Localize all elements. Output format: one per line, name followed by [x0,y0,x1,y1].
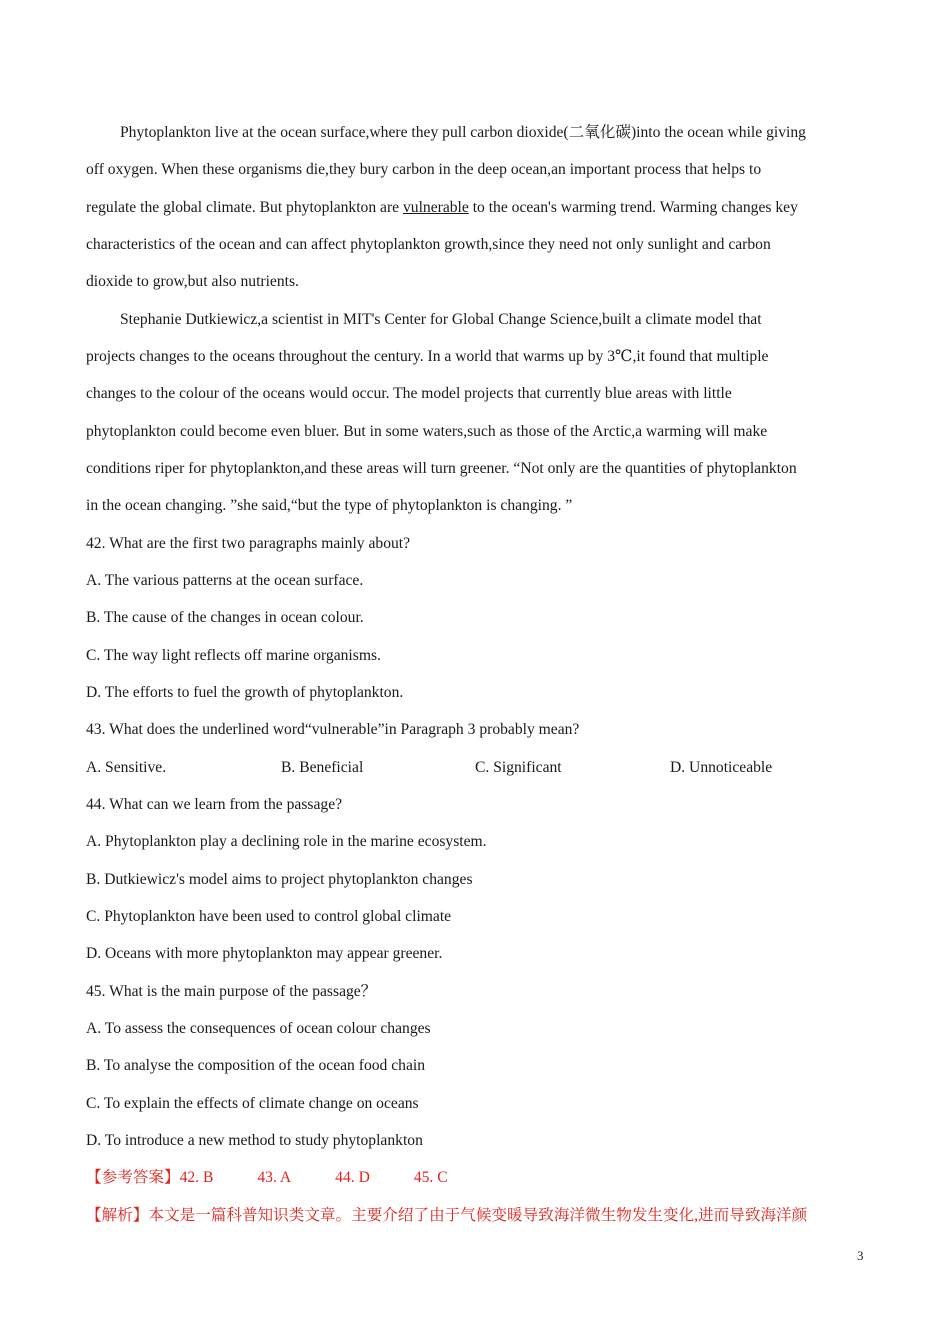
passage-p1-line-4: characteristics of the ocean and can affect phytoplankton growth,since they need not only sunlight and carbon [86,236,771,253]
passage-p2-line-2: projects changes to the oceans throughout the century. In a world that warms up by 3℃,it found that multiple [86,348,769,365]
answer-45: 45. C [413,1169,448,1186]
page-number: 3 [857,1248,864,1263]
question-45-option-d: D. To introduce a new method to study phytoplankton [86,1132,423,1149]
question-45-option-b: B. To analyse the composition of the ocean food chain [86,1057,425,1074]
question-44-option-b: B. Dutkiewicz's model aims to project phytoplankton changes [86,871,473,888]
passage-p2-line-6: in the ocean changing. ”she said,“but the type of phytoplankton is changing. ” [86,497,573,514]
answer-44: 44. D [335,1169,370,1186]
passage-p2-line-4: phytoplankton could become even bluer. But in some waters,such as those of the Arctic,a warming will make [86,423,768,440]
passage-p2-line-1: Stephanie Dutkiewicz,a scientist in MIT's Center for Global Change Science,built a climate model that [120,311,762,328]
question-43-option-c: C. Significant [475,759,562,776]
analysis-label: 【解析】 [86,1207,149,1224]
passage-p1-line-1: Phytoplankton live at the ocean surface,where they pull carbon dioxide(二氧化碳)into the ocean while giving [120,124,806,141]
passage-p1-line-5: dioxide to grow,but also nutrients. [86,273,299,290]
question-44-option-d: D. Oceans with more phytoplankton may appear greener. [86,945,443,962]
question-45-option-c: C. To explain the effects of climate change on oceans [86,1095,419,1112]
underlined-word: vulnerable [402,199,469,216]
answer-43 [257,1168,291,1188]
question-44-option-c: C. Phytoplankton have been used to control global climate [86,908,452,925]
question-43-option-d: D. Unnoticeable [670,759,773,776]
question-43-option-a: A. Sensitive. [86,759,167,776]
answer-key-label: 【参考答案】 [86,1169,180,1186]
question-43-option-b: B. Beneficial [281,759,364,776]
question-44-stem: 44. What can we learn from the passage? [86,796,343,813]
passage-p1-line-2: off oxygen. When these organisms die,they bury carbon in the deep ocean,an important process that helps to [86,161,762,178]
question-42-option-c: C. The way light reflects off marine organisms. [86,647,381,664]
question-42-stem: 42. What are the first two paragraphs mainly about? [86,535,411,552]
passage-p2-line-3: changes to the colour of the oceans would occur. The model projects that currently blue areas with little [86,385,732,402]
question-42-option-d: D. The efforts to fuel the growth of phytoplankton. [86,684,404,701]
answer-key [86,1168,876,1188]
question-43-stem: 43. What does the underlined word“vulnerable”in Paragraph 3 probably mean? [86,721,580,738]
analysis-text: 本文是一篇科普知识类文章。主要介绍了由于气候变暖导致海洋微生物发生变化,进而导致海洋颜 [148,1207,808,1224]
answer-43-text: 43. A [257,1169,292,1186]
question-45-option-a: A. To assess the consequences of ocean colour changes [86,1020,431,1037]
question-44-option-a: A. Phytoplankton play a declining role in the marine ecosystem. [86,833,487,850]
passage-p2-line-5: conditions riper for phytoplankton,and these areas will turn greener. “Not only are the quantities of phytoplankton [86,460,797,477]
question-45-stem: 45. What is the main purpose of the passage？ [86,983,377,1000]
analysis [86,1206,876,1226]
question-42-option-a: A. The various patterns at the ocean surface. [86,572,364,589]
answer-42: 42. B [179,1169,214,1186]
passage-text: regulate the global climate. But phytoplankton are [86,199,403,216]
passage-p1-line-3 [86,198,876,218]
question-42-option-b: B. The cause of the changes in ocean colour. [86,609,364,626]
passage-text: to the ocean's warming trend. Warming changes key [468,199,798,216]
